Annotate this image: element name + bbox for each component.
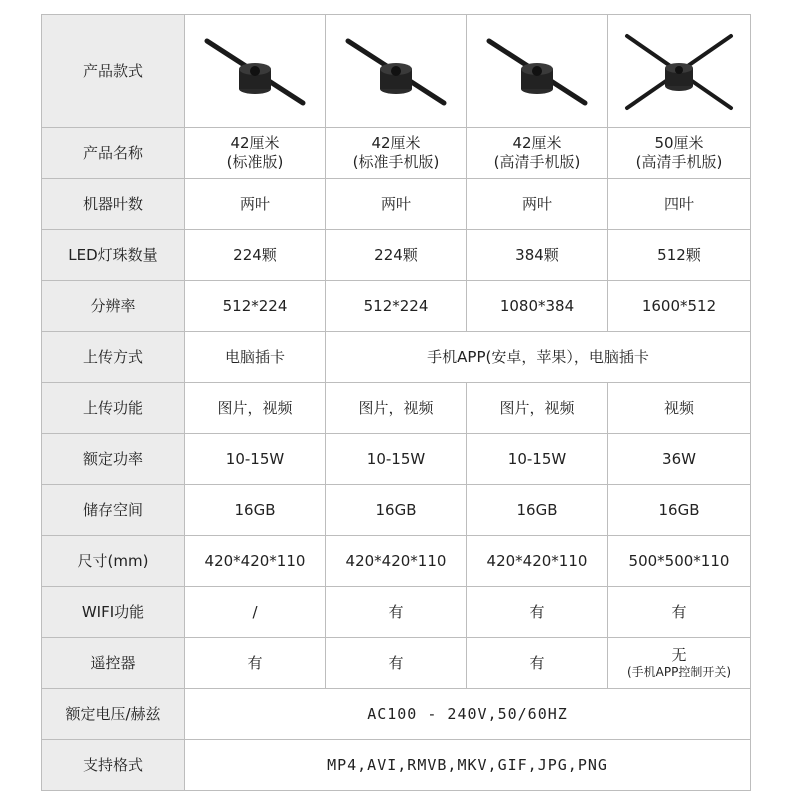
table-cell: 42厘米 (高清手机版) xyxy=(467,128,608,179)
table-cell: 224颗 xyxy=(185,230,326,281)
row-label: 分辨率 xyxy=(42,281,185,332)
table-cell: 16GB xyxy=(326,485,467,536)
row-label: 机器叶数 xyxy=(42,179,185,230)
row-label: 上传方式 xyxy=(42,332,185,383)
table-cell: 420*420*110 xyxy=(467,536,608,587)
table-cell: 500*500*110 xyxy=(608,536,751,587)
four-blade-fan-icon xyxy=(617,28,741,114)
row-label: 额定电压/赫兹 xyxy=(42,689,185,740)
table-row-power xyxy=(42,434,751,485)
table-cell: 图片，视频 xyxy=(326,383,467,434)
table-cell: 1080*384 xyxy=(467,281,608,332)
table-cell-merged: MP4,AVI,RMVB,MKV,GIF,JPG,PNG xyxy=(185,740,751,791)
table-row-size xyxy=(42,536,751,587)
table-cell: 有 xyxy=(326,638,467,689)
table-cell: 有 xyxy=(326,587,467,638)
row-label: WIFI功能 xyxy=(42,587,185,638)
product-image xyxy=(326,15,467,128)
table-row-name xyxy=(42,128,751,179)
table-row-style xyxy=(42,15,751,128)
two-blade-fan-icon xyxy=(477,31,597,111)
table-cell: 电脑插卡 xyxy=(185,332,326,383)
table-row-upload-function xyxy=(42,383,751,434)
table-cell-merged: 手机APP(安卓，苹果），电脑插卡 xyxy=(326,332,751,383)
table-cell: 1600*512 xyxy=(608,281,751,332)
table-cell: 16GB xyxy=(608,485,751,536)
table-cell: 有 xyxy=(185,638,326,689)
product-image xyxy=(185,15,326,128)
table-cell: 384颗 xyxy=(467,230,608,281)
two-blade-fan-icon xyxy=(336,31,456,111)
table-cell: 16GB xyxy=(467,485,608,536)
table-cell: 512*224 xyxy=(326,281,467,332)
table-cell: 36W xyxy=(608,434,751,485)
product-image xyxy=(467,15,608,128)
row-label: 产品款式 xyxy=(42,15,185,128)
table-cell: 420*420*110 xyxy=(185,536,326,587)
table-cell: 图片，视频 xyxy=(467,383,608,434)
row-label: 产品名称 xyxy=(42,128,185,179)
table-cell: 224颗 xyxy=(326,230,467,281)
table-cell: 无 (手机APP控制开关) xyxy=(608,638,751,689)
table-row-voltage xyxy=(42,689,751,740)
row-label: 遥控器 xyxy=(42,638,185,689)
table-cell: 50厘米 (高清手机版) xyxy=(608,128,751,179)
table-cell: 42厘米 (标准版) xyxy=(185,128,326,179)
row-label: 储存空间 xyxy=(42,485,185,536)
table-cell: 10-15W xyxy=(326,434,467,485)
table-row-storage xyxy=(42,485,751,536)
table-cell: 两叶 xyxy=(467,179,608,230)
spec-table xyxy=(41,14,751,791)
table-cell-merged: AC100 - 240V,50/60HZ xyxy=(185,689,751,740)
table-row-resolution xyxy=(42,281,751,332)
product-image xyxy=(608,15,751,128)
table-row-remote xyxy=(42,638,751,689)
row-label: 上传功能 xyxy=(42,383,185,434)
row-label: LED灯珠数量 xyxy=(42,230,185,281)
table-cell: 有 xyxy=(467,638,608,689)
table-cell: 有 xyxy=(467,587,608,638)
table-cell: 42厘米 (标准手机版) xyxy=(326,128,467,179)
two-blade-fan-icon xyxy=(195,31,315,111)
table-row-blades xyxy=(42,179,751,230)
table-cell: 视频 xyxy=(608,383,751,434)
table-row-wifi xyxy=(42,587,751,638)
table-cell: 有 xyxy=(608,587,751,638)
table-cell: 四叶 xyxy=(608,179,751,230)
table-cell: 16GB xyxy=(185,485,326,536)
table-cell: 图片，视频 xyxy=(185,383,326,434)
row-label: 支持格式 xyxy=(42,740,185,791)
table-cell: 512*224 xyxy=(185,281,326,332)
table-cell: 10-15W xyxy=(467,434,608,485)
table-row-led xyxy=(42,230,751,281)
table-cell: 10-15W xyxy=(185,434,326,485)
table-cell: 512颗 xyxy=(608,230,751,281)
row-label: 额定功率 xyxy=(42,434,185,485)
table-row-formats xyxy=(42,740,751,791)
table-row-upload-method xyxy=(42,332,751,383)
row-label: 尺寸(mm) xyxy=(42,536,185,587)
table-cell: 420*420*110 xyxy=(326,536,467,587)
table-cell: / xyxy=(185,587,326,638)
table-cell: 两叶 xyxy=(326,179,467,230)
table-cell: 两叶 xyxy=(185,179,326,230)
